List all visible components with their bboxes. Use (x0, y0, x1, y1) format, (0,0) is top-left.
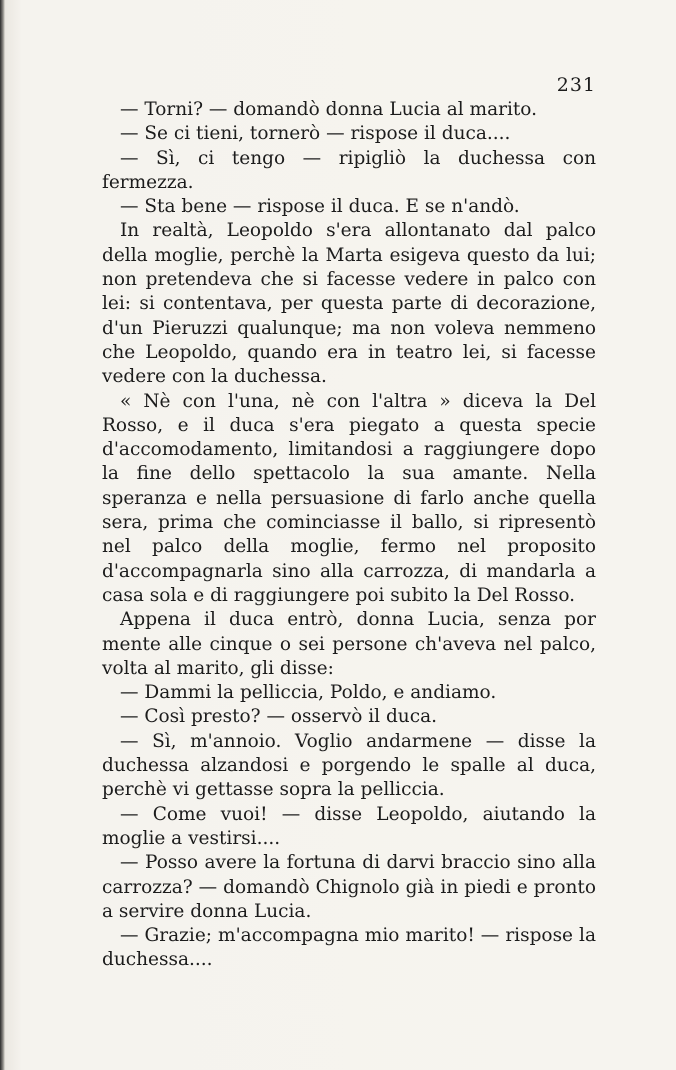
paragraph-11: — Come vuoi! — disse Leopoldo, aiutando la moglie a vestirsi.... (102, 803, 596, 849)
paragraph-1: — Torni? — domandò donna Lucia al marito. (120, 99, 537, 120)
binding-edge-shadow (0, 0, 5, 1070)
body-text (102, 98, 596, 973)
paragraph-6: « Nè con l'una, nè con l'altra » diceva la Del Rosso, e il duca s'era piegato a questa specie d'accomodamento, limitandosi a raggiungere dopo la fine dello spettacolo la sua amante. Nella speranza e nella persuasione di farlo anche quella sera, prima che cominciasse il ballo, si ripresentò nel palco della moglie, fermo nel proposito d'accompagnarla sino alla carrozza, di mandarla a casa sola e di raggiungere poi subito la Del Rosso. (102, 390, 596, 606)
page-number: 231 (556, 74, 596, 96)
paragraph-3: — Sì, ci tengo — ripigliò la duchessa con fermezza. (102, 147, 596, 193)
paragraph-8: — Dammi la pelliccia, Poldo, e andiamo. (120, 682, 497, 704)
paragraph-12: — Posso avere la fortuna di darvi braccio sino alla carrozza? — domandò Chignolo già in piedi e pronto a servire donna Lucia. (102, 852, 596, 922)
paragraph-7: Appena il duca entrò, donna Lucia, senza por mente alle cinque o sei persone ch'aveva nel palco, volta al marito, gli disse: (102, 609, 596, 679)
paragraph-10: — Sì, m'annoio. Voglio andarmene — disse la duchessa alzandosi e porgendo le spalle al duca, perchè vi gettasse sopra la pelliccia. (102, 730, 596, 801)
paragraph-2: — Se ci tieni, tornerò — rispose il duca.... (120, 123, 511, 145)
paragraph-13: — Grazie; m'accompagna mio marito! — rispose la duchessa.... (102, 925, 596, 971)
paragraph-9: — Così presto? — osservò il duca. (120, 706, 437, 728)
paragraph-5: In realtà, Leopoldo s'era allontanato dal palco della moglie, perchè la Marta esigeva questo da lui; non pretendeva che si facesse vedere in palco con lei: si contentava, per questa parte di decorazione, d'un Pieruzzi qualunque; ma non voleva nemmeno che Leopoldo, quando era in teatro lei, si facesse vedere con la duchessa. (102, 220, 596, 388)
paragraph-4: — Sta bene — rispose il duca. E se n'andò. (120, 196, 520, 218)
